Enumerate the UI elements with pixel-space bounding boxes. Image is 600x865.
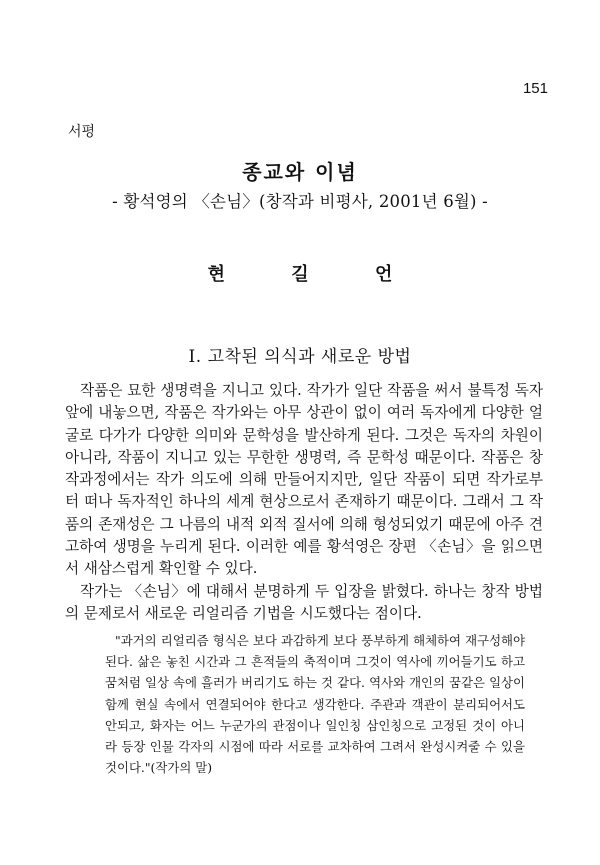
article-subtitle: - 황석영의 〈손님〉(창작과 비평사, 2001년 6월) - <box>112 192 488 211</box>
page-number: 151 <box>522 80 548 97</box>
block-quote <box>105 630 525 778</box>
quote-text: "과거의 리얼리즘 형식은 보다 과감하게 보다 풍부하게 해체하여 재구성해야 된다. 삶은 놓친 시간과 그 흔적들의 축적이며 그것이 역사에 끼어들기도 하고 꿈처럼 일상 속에 흘러가 버리기도 하는 것 같다. 역사와 개인의 꿈같은 일상이 함께 현실 속에서 연결되어야 한다고 생각한다. 주관과 객관이 분리되어서도 안되고, 화자는 어느 누군가의 관점이나 일인칭 삼인칭으로 고정된 것이 아니라 등장 인물 각자의 시점에 따라 서로를 교차하여 그려서 완성시켜줄 수 있을 것이다."(작가의 말) <box>105 633 525 776</box>
section-label: 서평 <box>68 124 96 140</box>
article-title: 종교와 이념 <box>242 160 358 184</box>
paragraph: 작가는 〈손님〉에 대해서 분명하게 두 입장을 밝혔다. 하나는 창작 방법의 문제로서 새로운 리얼리즘 기법을 시도했다는 점이다. <box>65 582 543 622</box>
author-name: 현 길 언 <box>207 264 423 285</box>
section-heading: Ⅰ. 고착된 의식과 새로운 방법 <box>188 347 412 367</box>
paragraph: 작품은 묘한 생명력을 지니고 있다. 작가가 일단 작품을 써서 불특정 독자 앞에 내놓으면, 작품은 작가와는 아무 상관이 없이 여러 독자에게 다양한 얼굴로 다가가 다양한 의미와 문학성을 발산하게 된다. 그것은 독자의 차원이 아니라, 작품이 지니고 있는 무한한 생명력, 즉 문학성 때문이다. 작품은 창작과정에서는 작가 의도에 의해 만들어지지만, 일단 작품이 되면 작가로부터 떠나 독자적인 하나의 세계 현상으로서 존재하기 때문이다. 그래서 그 작품의 존재성은 그 나름의 내적 외적 질서에 의해 형성되었기 때문에 아주 견고하여 생명을 누리게 된다. 이러한 예를 황석영은 장편 〈손님〉을 읽으면서 새삼스럽게 확인할 수 있다. <box>65 382 543 578</box>
body-text <box>65 380 543 625</box>
